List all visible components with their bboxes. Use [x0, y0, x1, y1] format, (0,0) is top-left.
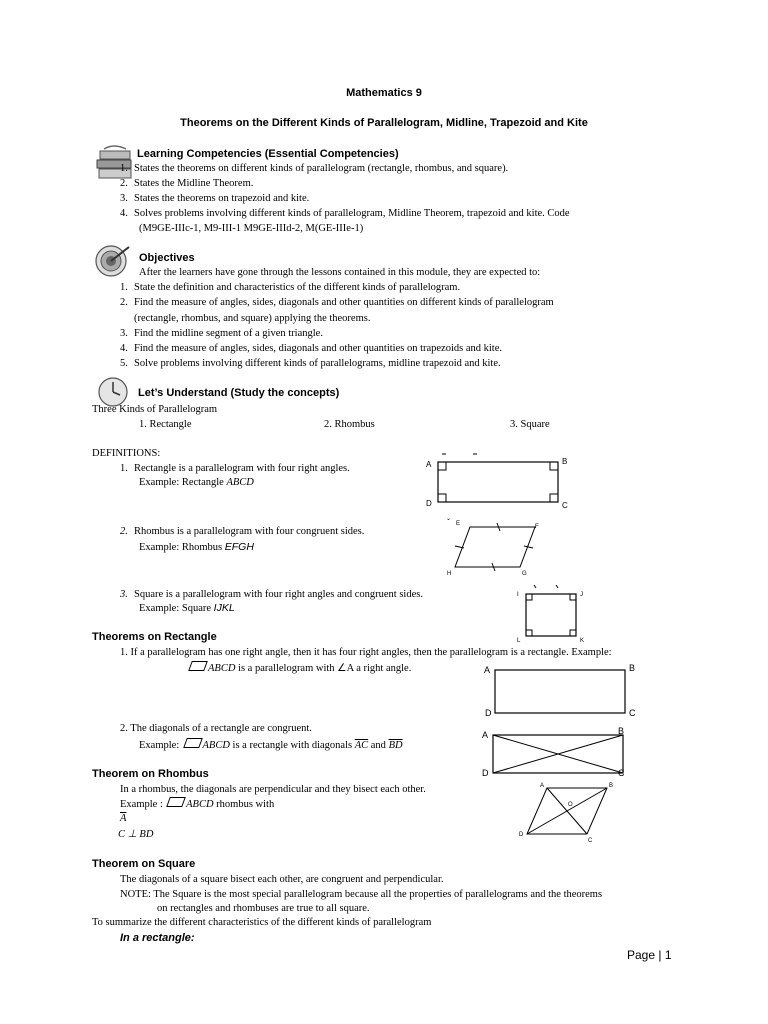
vertex-label-b: B	[609, 783, 614, 789]
subject-title: Mathematics 9	[346, 87, 422, 99]
vertex-label-h: H	[447, 571, 452, 577]
competency-item-3: 3. States the theorems on trapezoid and kite.	[120, 193, 310, 204]
vertex-label-e: E	[456, 521, 461, 527]
summary-text: To summarize the different characteristics of the different kinds of parallelogram	[92, 917, 432, 928]
objective-item-2: 2. Find the measure of angles, sides, diagonals and other quantities on different kinds of parallelogram	[120, 297, 554, 308]
vertex-label-d: D	[519, 832, 524, 838]
definition-3-example: Example: Square IJKL	[139, 602, 235, 614]
definitions-label: DEFINITIONS:	[92, 448, 161, 459]
rhombus-theorem-heading: Theorem on Rhombus	[92, 768, 209, 780]
vertex-label-g: G	[522, 571, 527, 577]
objective-item-5: 5. Solve problems involving different kinds of parallelograms, midline trapezoid and kite.	[120, 358, 501, 369]
rectangle-diagonals-figure	[478, 725, 638, 783]
in-rectangle-heading: In a rectangle:	[120, 932, 195, 944]
vertex-label-k: K	[580, 638, 585, 644]
square-theorem-text: The diagonals of a square bisect each other, are congruent and perpendicular.	[120, 874, 444, 885]
vertex-label-d: D	[426, 499, 432, 508]
kind-rhombus: 2. Rhombus	[324, 419, 375, 430]
vertex-label-a: A	[482, 730, 489, 740]
rhombus-tick-label: ⌄	[446, 516, 452, 522]
objectives-intro: After the learners have gone through the lessons contained in this module, they are expected to:	[139, 267, 541, 278]
vertex-label-b: B	[562, 457, 568, 466]
understand-heading: Let’s Understand (Study the concepts)	[138, 387, 340, 399]
vertex-label-a: A	[426, 460, 432, 469]
rectangle-theorem-2-example: Example: ABCD is a rectangle with diagonals $\overline{AC}$ and $\overline{BD}$	[139, 740, 403, 751]
rectangle-theorem-2: 2. The diagonals of a rectangle are congruent.	[120, 723, 312, 734]
competency-code: (M9GE-IIIc-1, M9-III-1 M9GE-IIId-2, M(GE-IIIe-1)	[139, 223, 364, 234]
rectangle-theorem-1-example: ABCD is a parallelogram with ∠A a right angle.	[190, 661, 411, 676]
rectangle-theorems-heading: Theorems on Rectangle	[92, 631, 217, 643]
vertex-label-d: D	[482, 768, 489, 778]
competency-item-1: 1. States the theorems on different kinds of parallelogram (rectangle, rhombus, and square).	[120, 163, 509, 174]
competencies-heading: Learning Competencies (Essential Competencies)	[137, 148, 399, 160]
definition-2-example: Example: Rhombus EFGH	[139, 541, 254, 553]
kind-square: 3. Square	[510, 419, 550, 430]
vertex-label-c: C	[618, 768, 625, 778]
vertex-label-c: C	[588, 838, 593, 844]
square-note-1: NOTE: The Square is the most special parallelogram because all the properties of parallelograms and the theorems	[120, 889, 603, 900]
competency-item-2: 2. States the Midline Theorem.	[120, 178, 254, 189]
vertex-label-l: L	[517, 638, 521, 644]
parallelogram-symbol	[166, 797, 186, 807]
vertex-label-j: J	[580, 592, 583, 598]
vertex-label-f: F	[535, 524, 539, 530]
rhombus-diagonal-perp: C ⊥ BD	[118, 829, 154, 840]
rhombus-diagonals-figure	[515, 778, 615, 846]
rectangle-theorem-1: 1. If a parallelogram has one right angle, then it has four right angles, then the parallelogram is a rectangle. Example:	[120, 647, 612, 658]
vertex-label-b: B	[629, 663, 636, 673]
vertex-label-c: C	[562, 501, 568, 510]
objective-item-3: 3. Find the midline segment of a given triangle.	[120, 328, 323, 339]
kind-rectangle: 1. Rectangle	[139, 419, 192, 430]
objectives-heading: Objectives	[139, 252, 195, 264]
definition-1: 1. Rectangle is a parallelogram with four right angles.	[120, 463, 350, 474]
rhombus-theorem-text: In a rhombus, the diagonals are perpendicular and they bisect each other.	[120, 784, 426, 795]
definition-3: 3. Square is a parallelogram with four right angles and congruent sides.	[120, 589, 423, 600]
parallelogram-symbol	[188, 661, 208, 671]
objective-item-4: 4. Find the measure of angles, sides, diagonals and other quantities on trapezoids and kite.	[120, 343, 502, 354]
rhombus-diagonal-a: $\overline{A}$	[120, 813, 127, 824]
competency-item-4: 4. Solves problems involving different kinds of parallelogram, Midline Theorem, trapezoid and kite. Code	[120, 208, 570, 219]
square-theorem-heading: Theorem on Square	[92, 858, 196, 870]
objective-item-1: 1. State the definition and characteristics of the different kinds of parallelogram.	[120, 282, 461, 293]
rhombus-figure	[440, 515, 550, 579]
target-icon	[93, 243, 133, 279]
square-note-2: on rectangles and rhombuses are true to all square.	[157, 903, 370, 914]
rectangle-figure-2	[480, 660, 640, 722]
page-footer: Page | 1	[627, 948, 672, 962]
center-label-o: O	[568, 802, 573, 808]
vertex-label-i: I	[517, 592, 519, 598]
vertex-label-d: D	[485, 708, 492, 718]
vertex-label-b: B	[618, 726, 625, 736]
vertex-label-a: A	[540, 783, 545, 789]
vertex-label-c: C	[629, 708, 636, 718]
kinds-label: Three Kinds of Parallelogram	[92, 404, 218, 415]
rectangle-figure	[420, 450, 580, 512]
definition-1-example: Example: Rectangle ABCD	[139, 477, 254, 488]
rhombus-theorem-example: Example : ABCD rhombus with	[120, 799, 275, 810]
parallelogram-symbol	[183, 738, 203, 748]
definition-2: 2. Rhombus is a parallelogram with four congruent sides.	[120, 526, 365, 537]
page-title: Theorems on the Different Kinds of Parallelogram, Midline, Trapezoid and Kite	[180, 117, 588, 129]
vertex-label-a: A	[484, 665, 491, 675]
objective-item-2-cont: (rectangle, rhombus, and square) applying the theorems.	[134, 313, 371, 324]
square-figure	[512, 580, 592, 646]
